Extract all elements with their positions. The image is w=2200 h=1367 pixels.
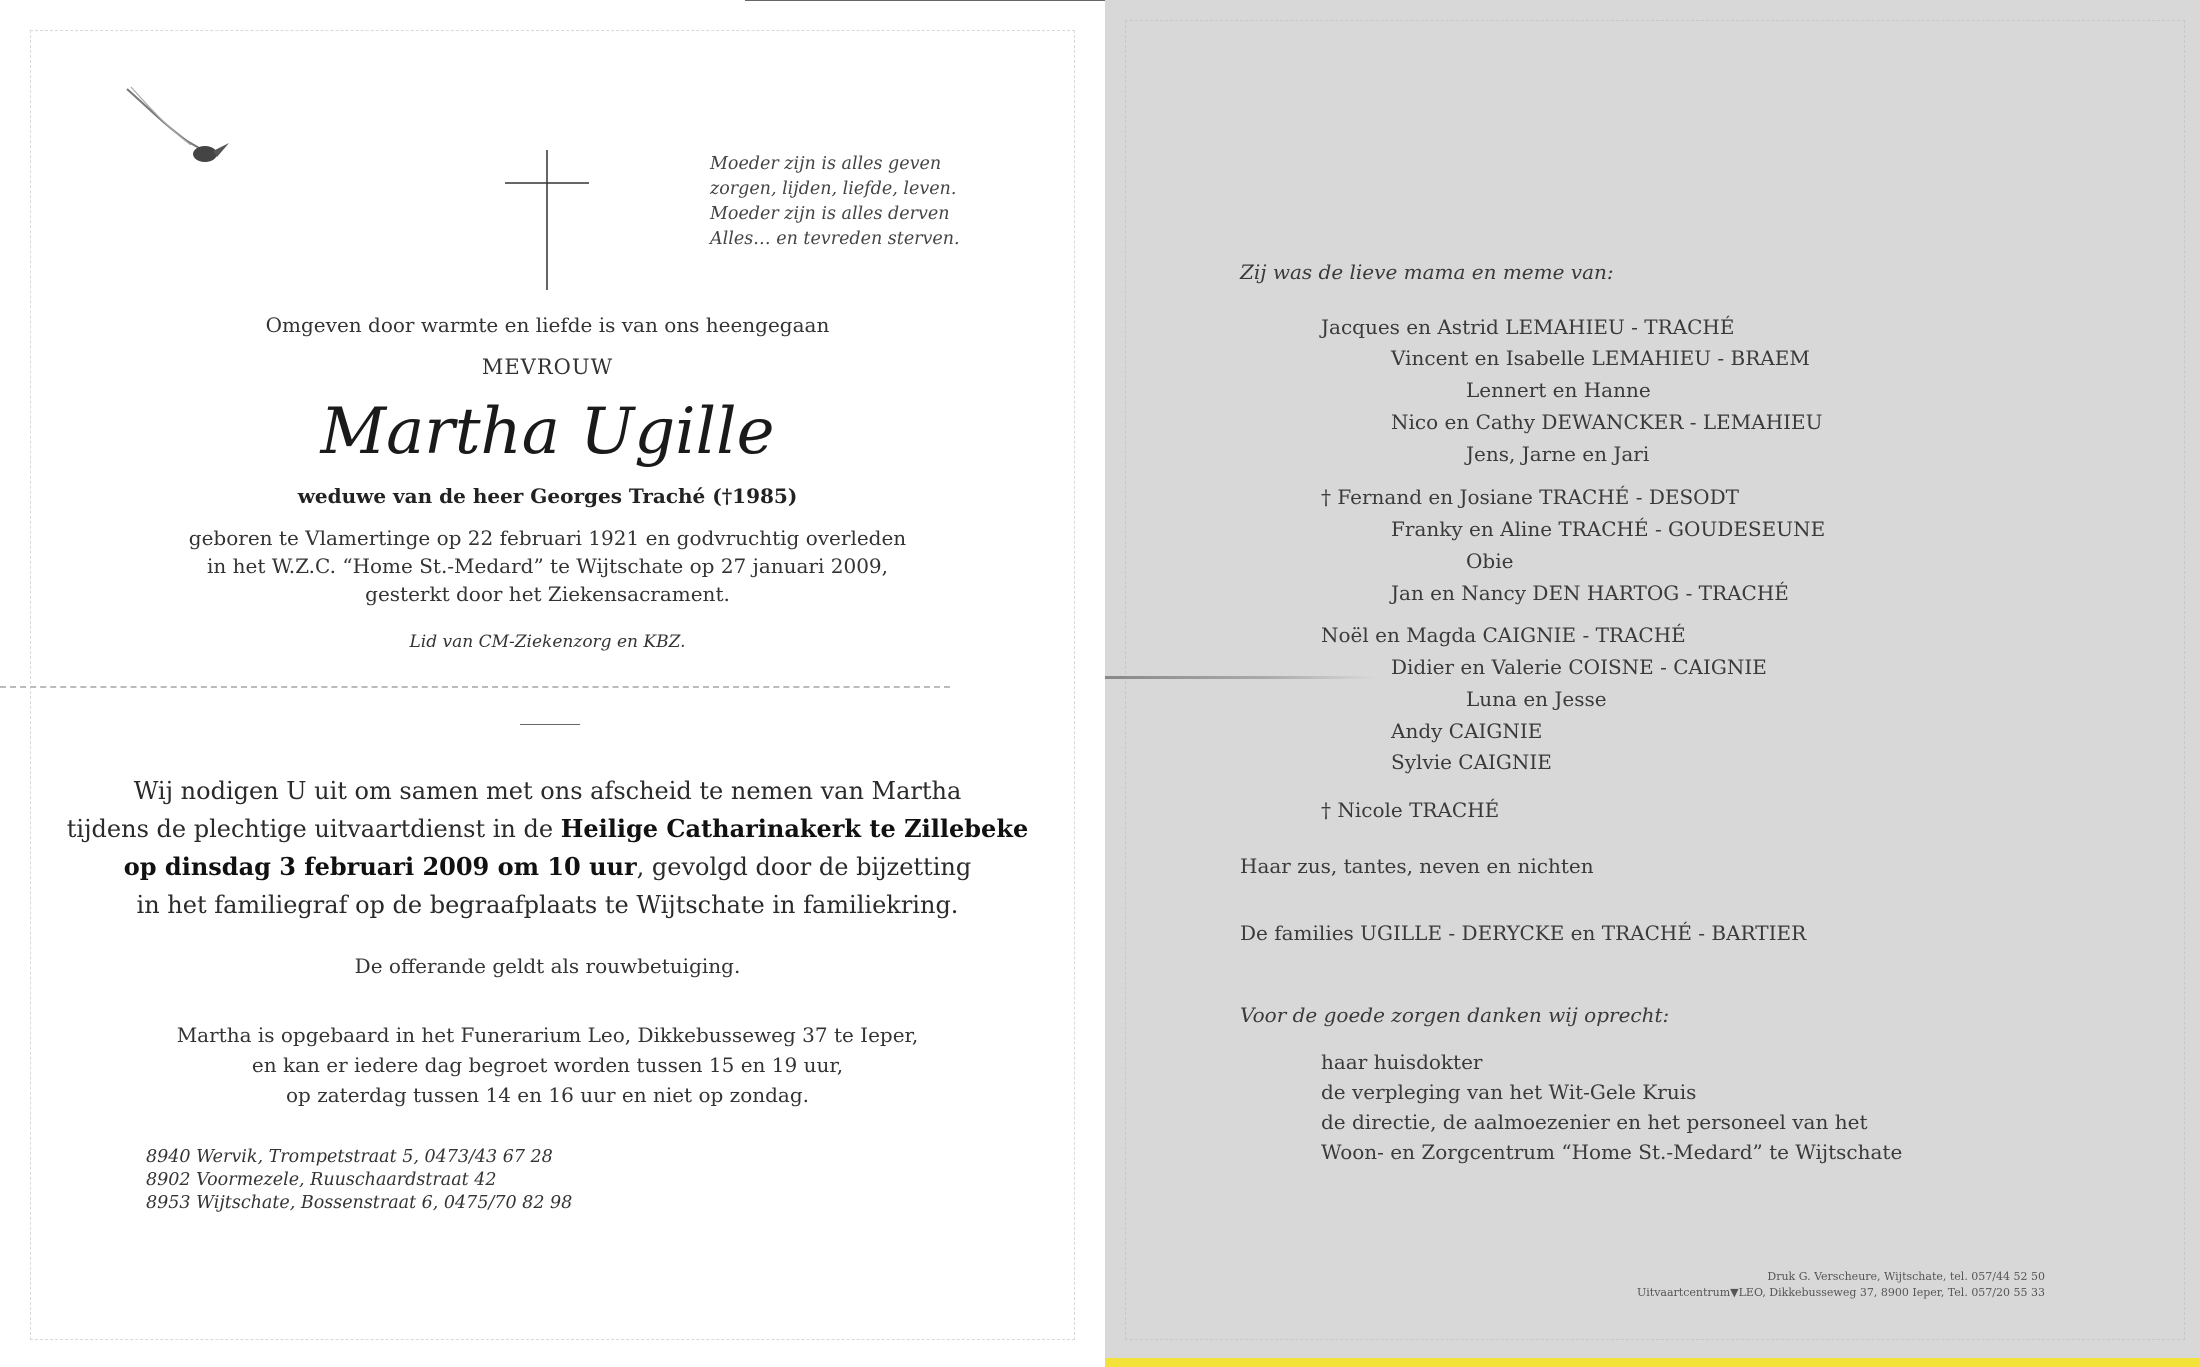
- poem-line: Alles… en tevreden sterven.: [710, 229, 960, 249]
- family-member: Vincent en Isabelle LEMAHIEU - BRAEM: [1391, 346, 1810, 370]
- invitation-block: [0, 772, 1095, 924]
- relatives-line: Haar zus, tantes, neven en nichten: [1240, 854, 1594, 878]
- family-member: Didier en Valerie COISNE - CAIGNIE: [1391, 655, 1767, 679]
- family-member: Sylvie CAIGNIE: [1391, 750, 1552, 774]
- thanks-line: Woon- en Zorgcentrum “Home St.-Medard” te Wijtschate: [1321, 1140, 1903, 1164]
- family-member: Jan en Nancy DEN HARTOG - TRACHÉ: [1391, 581, 1789, 605]
- family-member: Lennert en Hanne: [1466, 378, 1651, 402]
- birth-block: [0, 524, 1095, 608]
- invite-line: [0, 810, 1095, 848]
- birth-line: geboren te Vlamertinge op 22 februari 1921 en godvruchtig overleden: [188, 526, 907, 550]
- family-member: Franky en Aline TRACHÉ - GOUDESEUNE: [1391, 517, 1826, 541]
- family-member: † Fernand en Josiane TRACHÉ - DESODT: [1321, 485, 1739, 509]
- family-member: Andy CAIGNIE: [1391, 719, 1543, 743]
- family-member: Nico en Cathy DEWANCKER - LEMAHIEU: [1391, 410, 1823, 434]
- poem-line: Moeder zijn is alles derven: [710, 204, 950, 224]
- printer-line: Druk G. Verscheure, Wijtschate, tel. 057/44 52 50: [1767, 1270, 2045, 1283]
- address-line: 8953 Wijtschate, Bossenstraat 6, 0475/70 82 98: [146, 1193, 573, 1213]
- thanks-line: de directie, de aalmoezenier en het personeel van het: [1321, 1110, 1868, 1134]
- deceased-name: Martha Ugille: [320, 395, 775, 469]
- funerarium-line: op zaterdag tussen 14 en 16 uur en niet op zondag.: [286, 1083, 809, 1107]
- service-date: op dinsdag 3 februari 2009 om 10 uur: [123, 852, 637, 881]
- address-line: 8902 Voormezele, Ruuschaardstraat 42: [146, 1170, 497, 1190]
- top-edge-line: [745, 0, 1105, 1]
- invite-line: [0, 848, 1095, 886]
- family-heading: Zij was de lieve mama en meme van:: [1240, 260, 1614, 284]
- funerarium-line: en kan er iedere dag begroet worden tussen 15 en 19 uur,: [251, 1053, 844, 1077]
- birth-line: in het W.Z.C. “Home St.-Medard” te Wijtschate op 27 januari 2009,: [206, 554, 889, 578]
- offerande-line: De offerande geldt als rouwbetuiging.: [354, 954, 741, 978]
- invite-text: , gevolgd door de bijzetting: [636, 853, 972, 881]
- intro-text: Omgeven door warmte en liefde is van ons heengegaan: [265, 313, 830, 337]
- family-member: Obie: [1466, 549, 1514, 573]
- invite-line: in het familiegraf op de begraafplaats te Wijtschate in familiekring.: [136, 891, 959, 919]
- church-name: Heilige Catharinakerk te Zillebeke: [560, 814, 1029, 843]
- thanks-line: de verpleging van het Wit-Gele Kruis: [1321, 1080, 1697, 1104]
- invite-line: Wij nodigen U uit om samen met ons afscheid te nemen van Martha: [133, 777, 962, 805]
- poem: [710, 152, 960, 252]
- birth-line: gesterkt door het Ziekensacrament.: [365, 582, 730, 606]
- families-line: De families UGILLE - DERYCKE en TRACHÉ - BARTIER: [1240, 921, 1807, 945]
- divider: [520, 724, 580, 725]
- family-member: Luna en Jesse: [1466, 687, 1607, 711]
- widow-line: weduwe van de heer Georges Traché (†1985): [297, 484, 798, 508]
- title-word: MEVROUW: [481, 355, 614, 379]
- fold-line: [0, 686, 950, 688]
- address-line: 8940 Wervik, Trompetstraat 5, 0473/43 67 28: [146, 1147, 553, 1167]
- family-member: Jacques en Astrid LEMAHIEU - TRACHÉ: [1321, 315, 1735, 339]
- thanks-heading: Voor de goede zorgen danken wij oprecht:: [1240, 1003, 1670, 1027]
- family-member: Jens, Jarne en Jari: [1466, 442, 1650, 466]
- family-member: † Nicole TRACHÉ: [1321, 798, 1500, 822]
- family-member: Noël en Magda CAIGNIE - TRACHÉ: [1321, 623, 1686, 647]
- membership-line: Lid van CM-Ziekenzorg en KBZ.: [409, 632, 686, 652]
- dove-icon: [125, 85, 235, 170]
- funerarium-line: Martha is opgebaard in het Funerarium Leo, Dikkebusseweg 37 te Ieper,: [176, 1023, 919, 1047]
- funerarium-block: [0, 1020, 1095, 1110]
- thanks-line: haar huisdokter: [1321, 1050, 1483, 1074]
- poem-line: zorgen, lijden, liefde, leven.: [710, 179, 957, 199]
- fold-shadow: [1105, 676, 1375, 679]
- invite-text: tijdens de plechtige uitvaartdienst in de: [66, 815, 561, 843]
- funeral-home-line: Uitvaartcentrum▼LEO, Dikkebusseweg 37, 8900 Ieper, Tel. 057/20 55 33: [1636, 1286, 2045, 1299]
- addresses: [146, 1146, 572, 1215]
- cross-icon: [505, 150, 595, 290]
- yellow-edge: [1105, 1358, 2200, 1367]
- poem-line: Moeder zijn is alles geven: [710, 154, 942, 174]
